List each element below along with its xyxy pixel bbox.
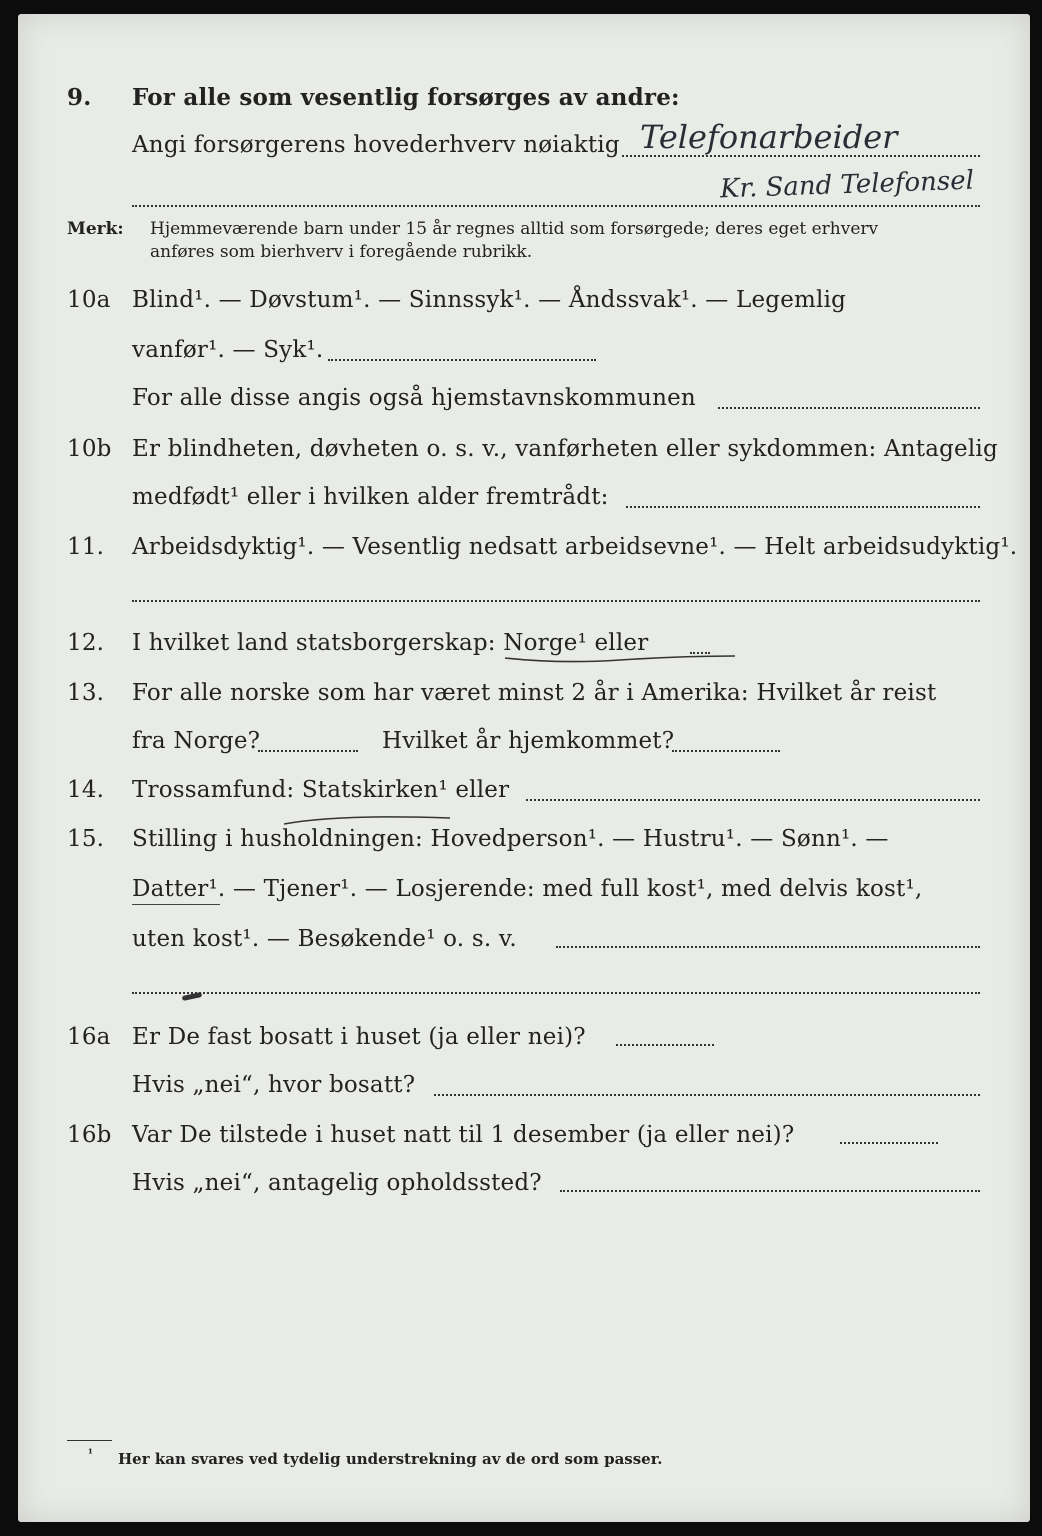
q9-answer-line-2 xyxy=(132,205,980,207)
q11-answer-line xyxy=(132,600,980,602)
q13-number: 13. xyxy=(67,680,105,706)
q16b-followup-line xyxy=(560,1190,980,1192)
q15-number: 15. xyxy=(67,826,105,852)
q16a-followup-line xyxy=(434,1094,980,1096)
q12-underline-mark xyxy=(500,648,740,668)
q10b-number: 10b xyxy=(67,436,112,462)
q16a-question: Er De fast bosatt i huset (ja eller nei)? xyxy=(132,1024,586,1050)
q15-options-2: Datter¹. — Tjener¹. — Losjerende: med full kost¹, med delvis kost¹, xyxy=(132,876,923,902)
footnote-text: Her kan svares ved tydelig understrekning av de ord som passer. xyxy=(118,1450,663,1468)
q10b-question-2: medfødt¹ eller i hvilken alder fremtrådt: xyxy=(132,484,609,510)
q16b-question: Var De tilstede i huset natt til 1 desember (ja eller nei)? xyxy=(132,1122,795,1148)
q9-label: Angi forsørgerens hovederhverv nøiaktig xyxy=(132,132,620,158)
q9-number: 9. xyxy=(67,84,92,111)
footnote-rule xyxy=(67,1440,112,1441)
q12-question: I hvilket land statsborgerskap: Norge¹ eller xyxy=(132,630,649,656)
merk-label: Merk: xyxy=(67,219,124,239)
q15-pen-stroke xyxy=(280,810,460,830)
q10a-options-2: vanfør¹. — Syk¹. xyxy=(132,337,324,363)
q13-right-answer-line xyxy=(672,750,780,752)
q15-answer-line-2 xyxy=(132,992,980,994)
q14-answer-line xyxy=(526,799,980,801)
q14-question: Trossamfund: Statskirken¹ eller xyxy=(132,777,510,803)
q9-heading: For alle som vesentlig forsørges av andre: xyxy=(132,84,680,111)
q10b-question: Er blindheten, døvheten o. s. v., vanførheten eller sykdommen: Antagelig xyxy=(132,436,998,462)
q10a-hometown-line xyxy=(718,407,980,409)
q16a-answer-line xyxy=(616,1044,714,1046)
q16a-number: 16a xyxy=(67,1024,111,1050)
q9-handwritten-occupation: Telefonarbeider xyxy=(640,118,898,156)
merk-text-2: anføres som bierhverv i foregående rubrikk. xyxy=(150,242,533,262)
q13-right-label: Hvilket år hjemkommet? xyxy=(382,728,675,754)
q15-options-1: Stilling i husholdningen: Hovedperson¹. — Hustru¹. — Sønn¹. — xyxy=(132,826,889,852)
q10a-number: 10a xyxy=(67,287,111,313)
merk-text-1: Hjemmeværende barn under 15 år regnes alltid som forsørgede; deres eget erhverv xyxy=(150,219,879,239)
q13-left-label: fra Norge? xyxy=(132,728,261,754)
q10a-hometown-label: For alle disse angis også hjemstavnskommunen xyxy=(132,385,696,411)
footnote-mark: ¹ xyxy=(88,1447,93,1460)
q12-number: 12. xyxy=(67,630,105,656)
q16b-followup: Hvis „nei“, antagelig opholdssted? xyxy=(132,1170,542,1196)
q16a-followup: Hvis „nei“, hvor bosatt? xyxy=(132,1072,416,1098)
q15-datter-underline xyxy=(132,904,220,905)
q10b-answer-line xyxy=(626,506,980,508)
q11-number: 11. xyxy=(67,534,105,560)
q15-answer-line xyxy=(556,946,980,948)
q15-options-3: uten kost¹. — Besøkende¹ o. s. v. xyxy=(132,926,517,952)
q13-left-answer-line xyxy=(258,750,358,752)
q10a-answer-line xyxy=(328,359,596,361)
q13-question: For alle norske som har været minst 2 år i Amerika: Hvilket år reist xyxy=(132,680,937,706)
q10a-options: Blind¹. — Døvstum¹. — Sinnssyk¹. — Åndssvak¹. — Legemlig xyxy=(132,287,847,313)
q9-handwritten-employer: Kr. Sand Telefonsel xyxy=(719,165,975,205)
q16b-number: 16b xyxy=(67,1122,112,1148)
q11-options: Arbeidsdyktig¹. — Vesentlig nedsatt arbeidsevne¹. — Helt arbeidsudyktig¹. xyxy=(132,534,1018,560)
q14-number: 14. xyxy=(67,777,105,803)
q16b-answer-line xyxy=(840,1142,938,1144)
